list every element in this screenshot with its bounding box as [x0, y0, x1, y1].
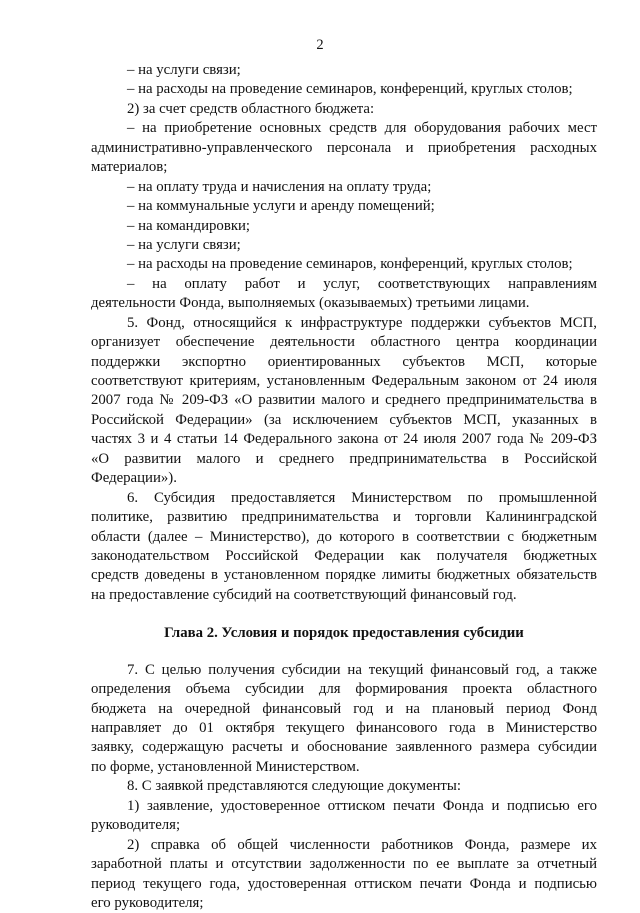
text-line: 8. С заявкой представляются следующие документы:: [127, 778, 461, 795]
text-line: – на услуги связи;: [127, 62, 241, 78]
text-line: 1) заявление, удостоверенное оттиском печати Фонда и подписью его: [127, 797, 597, 814]
text-line: 2) справка об общей численности работников Фонда, размере их: [127, 836, 597, 853]
text-line: период текущего года, удостоверенная оттиском печати Фонда и подписью: [91, 875, 597, 892]
text-line: деятельности Фонда, выполняемых (оказываемых) третьими лицами.: [91, 295, 530, 312]
text-line: – на расходы на проведение семинаров, конференций, круглых столов;: [127, 256, 573, 273]
page-number: 2: [316, 37, 324, 53]
text-line: – на оплату работ и услуг, соответствующих направлениям: [127, 275, 597, 292]
text-line: законодательством Российской Федерации как получателя бюджетных: [91, 547, 597, 564]
text-line: соответствуют критериям, установленным Федеральным законом от 24 июля: [91, 373, 597, 389]
text-line: Российской Федерации» (за исключением субъектов МСП, указанных в: [91, 411, 597, 428]
text-line: 2007 года № 209-ФЗ «О развитии малого и среднего предпринимательства в: [91, 392, 597, 409]
text-line: области (далее – Министерство), до которого в соответствии с бюджетным: [91, 528, 597, 545]
text-line: – на командировки;: [127, 217, 251, 234]
text-line: поддержки экспортно ориентированных субъектов МСП, которые: [91, 353, 597, 370]
text-line: – на оплату труда и начисления на оплату труда;: [127, 178, 432, 195]
text-line: 5. Фонд, относящийся к инфраструктуре поддержки субъектов МСП,: [127, 314, 597, 331]
text-line: 6. Субсидия предоставляется Министерством по промышленной: [127, 489, 597, 506]
text-line: «О развитии малого и среднего предпринимательства в Российской: [91, 450, 597, 467]
text-line: – на коммунальные услуги и аренду помещений;: [127, 198, 435, 215]
text-line: заявку, содержащую расчеты и обоснование заявленного размера субсидии: [91, 739, 597, 756]
text-block-chapter2: [91, 661, 597, 913]
text-line: 2) за счет средств областного бюджета:: [127, 100, 375, 117]
text-line: бюджета на очередной финансовый год и на плановый период Фонд: [91, 700, 597, 717]
text-line: 7. С целью получения субсидии на текущий финансовый год, а также: [127, 661, 597, 678]
text-line: политике, развитию предпринимательства и торговли Калининградской: [91, 509, 597, 526]
text-line: – на услуги связи;: [127, 236, 241, 253]
text-line: заработной платы и отсутствии задолженности по ее выплате за отчетный: [91, 856, 597, 873]
text-line: по форме, установленной Министерством.: [91, 758, 360, 775]
document-body: [91, 61, 597, 913]
text-line: – на расходы на проведение семинаров, конференций, круглых столов;: [127, 81, 573, 98]
text-line: руководителя;: [91, 817, 181, 834]
text-line: направляет до 01 октября текущего финансового года в Министерство: [91, 720, 597, 736]
text-line: частях 3 и 4 статьи 14 Федерального закона от 24 июля 2007 года № 209-ФЗ: [91, 431, 597, 448]
text-block-chapter1-continuation: [91, 61, 597, 605]
text-line: средств доведены в установленном порядке лимиты бюджетных обязательств: [91, 567, 597, 584]
text-line: материалов;: [91, 159, 168, 176]
text-line: – на приобретение основных средств для оборудования рабочих мест: [127, 120, 597, 137]
text-line: Федерации»).: [91, 470, 177, 487]
chapter-heading: Глава 2. Условия и порядок предоставления субсидии: [164, 625, 524, 642]
text-line: на предоставление субсидий на соответствующий финансовый год.: [91, 586, 517, 603]
text-line: организует обеспечение деятельности областного центра координации: [91, 334, 597, 351]
text-line: определения объема субсидии для формирования проекта областного: [91, 681, 597, 698]
text-line: его руководителя;: [91, 894, 204, 911]
text-line: административно-управленческого персонала и приобретения расходных: [91, 139, 597, 156]
